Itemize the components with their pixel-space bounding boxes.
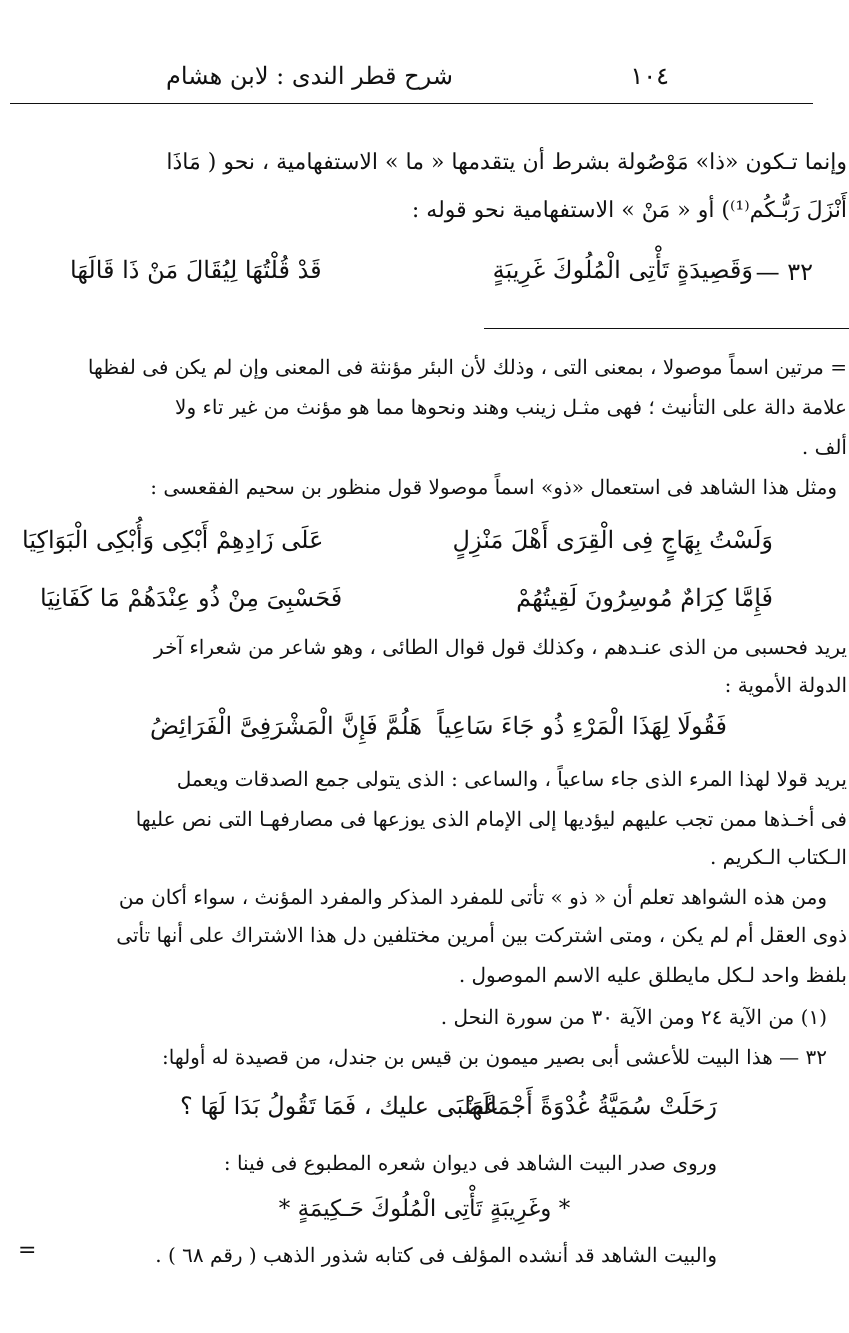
verse-hemistich: وَلَسْتُ بِهَاجٍ فِى الْقِرَى أَهْلَ مَنْزِلٍ <box>452 526 773 554</box>
footnote-reference-32: ٣٢ — هذا البيت للأعشى أبى بصير ميمون بن قيس بن جندل، من قصيدة له أولها: <box>162 1045 827 1069</box>
footnote-line: ألف . <box>801 435 847 459</box>
verse-32-second-hemistich: قَدْ قُلْتُهَا لِيُقَالَ مَنْ ذَا قَالَهَا <box>70 256 322 284</box>
footnote-line: ومثل هذا الشاهد فى استعمال «ذو» اسماً موصولا قول منظور بن سحيم الفقعسى : <box>150 475 837 499</box>
page-number: ١٠٤ <box>630 62 669 90</box>
footnote-line: = مرتين اسماً موصولا ، بمعنى التى ، وذلك لأن البئر مؤنثة فى المعنى وإن لم يكن فى لفظها <box>87 355 847 379</box>
footnote-line: ومن هذه الشواهد تعلم أن « ذو » تأتى للمفرد المذكر والمفرد المؤنث ، سواء أكان من <box>118 885 827 909</box>
footnote-reference-1: (١) من الآية ٢٤ ومن الآية ٣٠ من سورة النحل . <box>440 1005 827 1029</box>
footnote-line: يريد قولا لهذا المرء الذى جاء ساعياً ، والساعى : الذى يتولى جمع الصدقات ويعمل <box>176 767 847 791</box>
footnote-line: وروى صدر البيت الشاهد فى ديوان شعره المطبوع فى فينا : <box>223 1151 717 1175</box>
running-header-title: شرح قطر الندى : لابن هشام <box>166 62 453 90</box>
footnote-line: علامة دالة على التأنيث ؛ فهى مثـل زينب وهند ونحوها مما هو مؤنث من غير تاء ولا <box>175 395 847 419</box>
footnote-line: والبيت الشاهد قد أنشده المؤلف فى كتابه شذور الذهب ( رقم ٦٨ ) . <box>155 1243 717 1267</box>
footnote-separator <box>484 328 849 329</box>
footnote-line: ذوى العقل أم لم يكن ، ومتى اشتركت بين أمرين مختلفين دل هذا الاشتراك على أنها تأتى <box>116 923 847 947</box>
verse-hemistich: غَضْبَى عليك ، فَمَا تَقُولُ بَدَا لَهَا ؟ <box>180 1092 498 1120</box>
verse-hemistich: فَإِمَّا كِرَامٌ مُوسِرُونَ لَقِيتُهُمْ <box>516 584 773 612</box>
verse-variant: * وغَرِيبَةٍ تَأْتِى الْمُلُوكَ حَـكِيمَةٍ * <box>278 1196 571 1222</box>
footnote-line: الدولة الأموية : <box>724 673 847 697</box>
footnote-line: يريد فحسبى من الذى عنـدهم ، وكذلك قول قوال الطائى ، وهو شاعر من شعراء آخر <box>154 635 847 659</box>
footnote-line: الـكتاب الـكريم . <box>709 845 847 869</box>
footnote-line: فى أخـذها ممن تجب عليهم ليؤديها إلى الإمام الذى يوزعها فى مصارفهـا التى نص عليها <box>135 807 847 831</box>
continuation-mark: = <box>18 1238 37 1263</box>
footnote-line: بلفظ واحد لـكل مايطلق عليه الاسم الموصول . <box>458 963 847 987</box>
main-text-line-2: أَنْزَلَ رَبُّـكُم⁽¹⁾) أو « مَنْ » الاستفهامية نحو قوله : <box>411 198 847 223</box>
verse-hemistich: عَلَى زَادِهِمْ أَبْكِى وَأُبْكِى الْبَوَاكِيَا <box>22 526 324 554</box>
verse-32-first-hemistich: وَقَصِيدَةٍ تَأْتِى الْمُلُوكَ غَرِيبَةٍ <box>492 256 753 284</box>
verse-number: ٣٢ — <box>755 258 813 286</box>
verse-hemistich: رَحَلَتْ سُمَيَّةُ غُدْوَةً أَجْمَالَهَا <box>464 1092 717 1120</box>
verse-hemistich: فَقُولَا لِهَذَا الْمَرْءِ ذُو جَاءَ سَاعِياً <box>437 712 727 740</box>
main-text-line-1: وإنما تـكون «ذا» مَوْصُولة بشرط أن يتقدمها « ما » الاستفهامية ، نحو ( مَاذَا <box>166 150 847 175</box>
verse-hemistich: هَلُمَّ فَإِنَّ الْمَشْرَفِىَّ الْفَرَائِضُ <box>150 712 422 740</box>
verse-hemistich: فَحَسْبِىَ مِنْ ذُو عِنْدَهُمْ مَا كَفَانِيَا <box>40 584 343 612</box>
header-rule <box>10 103 813 104</box>
